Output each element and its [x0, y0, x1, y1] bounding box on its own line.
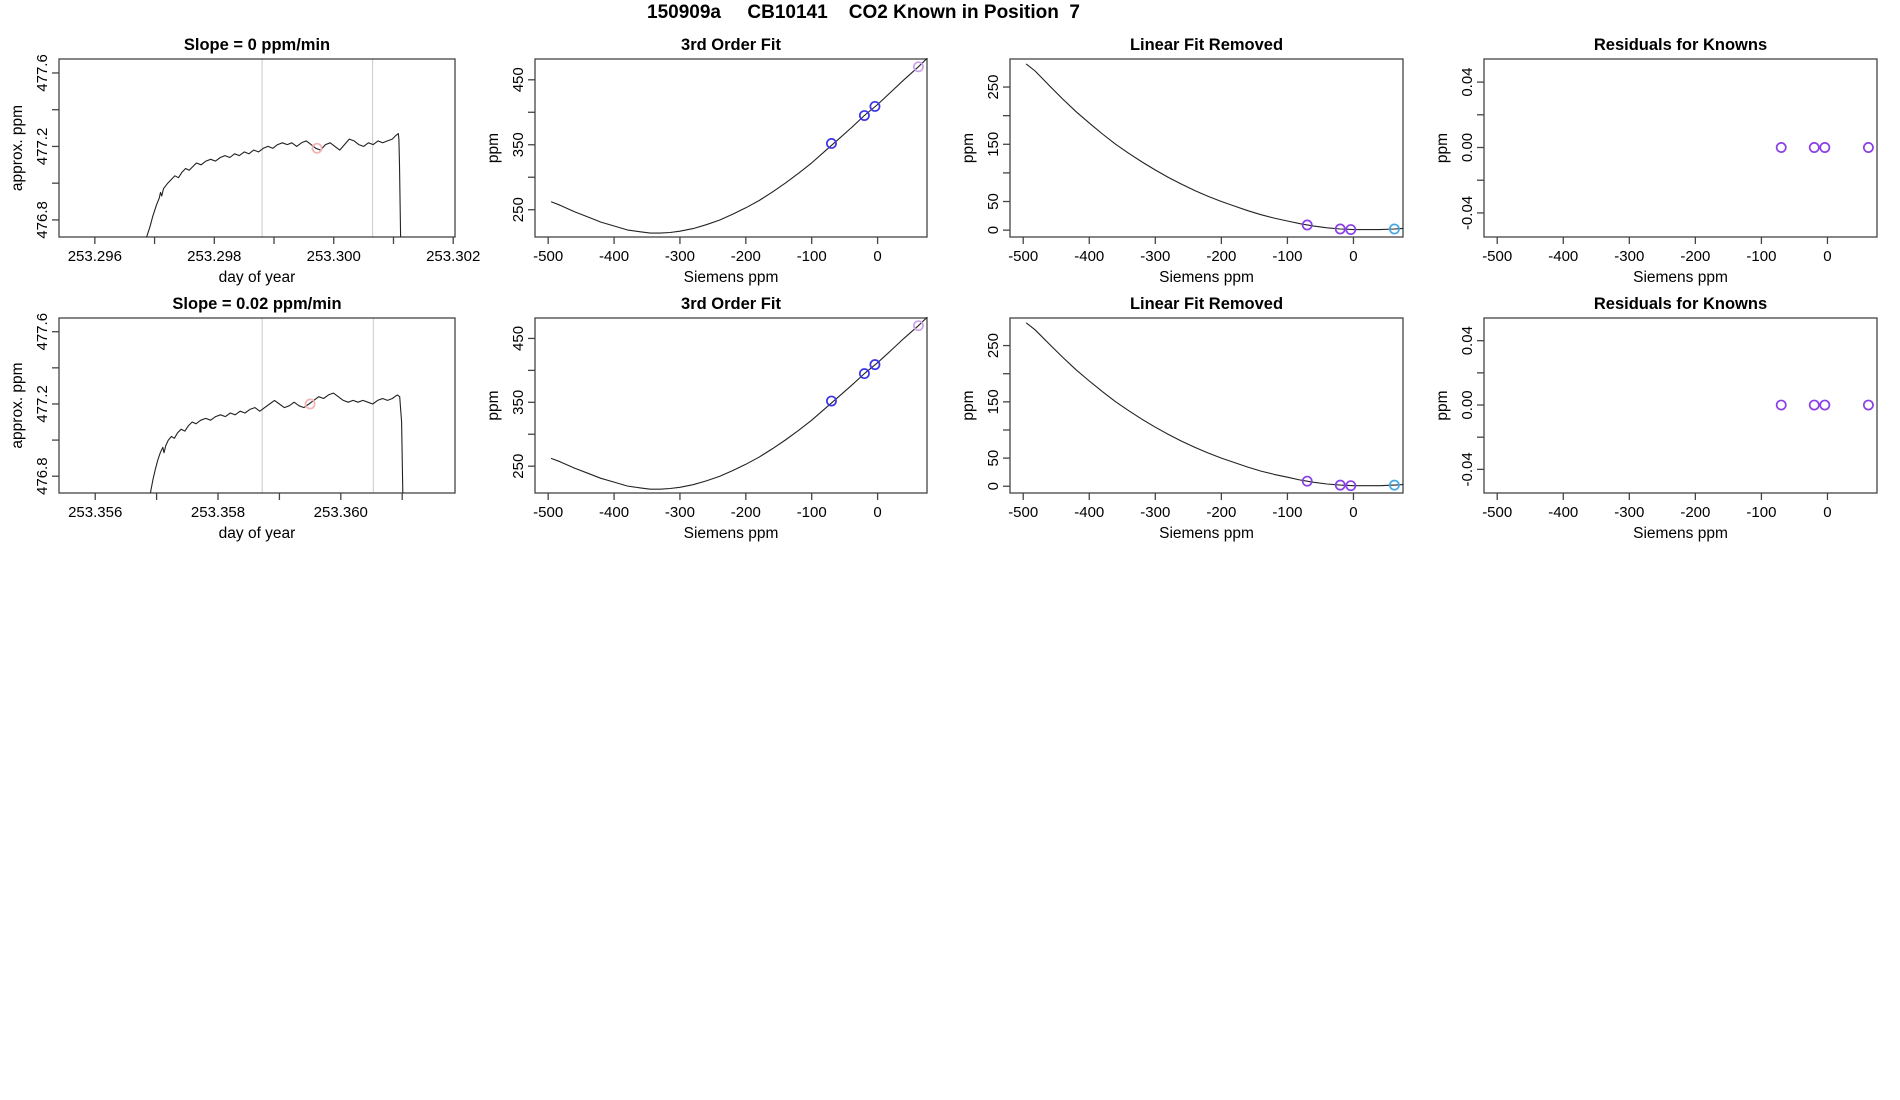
panel-title: Residuals for Knowns: [1593, 295, 1768, 313]
y-tick-label: 250: [985, 333, 1002, 359]
y-tick-label: 250: [510, 453, 527, 479]
y-tick-label: 50: [985, 193, 1002, 210]
y-tick-label: 477.6: [34, 312, 51, 351]
x-tick-label: 253.358: [190, 504, 246, 521]
known-point-marker: [1864, 143, 1873, 152]
figure-main-title: 150909a CB10141 CO2 Known in Position 7: [647, 2, 1080, 23]
panel-5-3rd-order-fit: [485, 295, 927, 542]
y-tick-label: 0: [985, 482, 1002, 491]
plot-box: [535, 318, 927, 493]
panel-title: 3rd Order Fit: [681, 36, 781, 54]
x-tick-label: -400: [1074, 504, 1105, 521]
x-tick-label: 0: [1823, 504, 1832, 521]
known-point-marker: [1810, 143, 1819, 152]
y-tick-label: 350: [510, 389, 527, 415]
y-axis-label: ppm: [960, 390, 977, 421]
panel-6-linear-fit-removed: [960, 295, 1403, 542]
y-tick-label: 50: [985, 449, 1002, 467]
panel-title: Residuals for Knowns: [1593, 36, 1768, 54]
y-tick-label: 0.04: [1459, 67, 1476, 97]
y-tick-label: 476.8: [34, 201, 51, 239]
x-tick-label: 253.298: [187, 248, 242, 265]
panel-1-3rd-order-fit: [485, 36, 927, 286]
x-axis-label: Siemens ppm: [1633, 269, 1728, 286]
plot-box: [59, 59, 455, 237]
data-curve: [552, 58, 928, 233]
x-tick-label: 0: [1823, 248, 1832, 265]
y-tick-label: 150: [985, 131, 1002, 157]
y-axis-label: ppm: [485, 132, 502, 164]
y-tick-label: 0.00: [1459, 390, 1476, 420]
y-tick-label: -0.04: [1459, 452, 1476, 487]
x-tick-label: -100: [1746, 248, 1777, 265]
y-tick-label: 450: [510, 325, 527, 351]
plot-box: [535, 59, 927, 237]
x-tick-label: -100: [796, 504, 827, 521]
y-tick-label: 350: [510, 132, 527, 158]
x-tick-label: -500: [533, 504, 564, 521]
known-point-marker: [1777, 400, 1786, 409]
data-curve: [552, 317, 928, 489]
y-tick-label: 0.04: [1459, 326, 1476, 356]
x-axis-label: Siemens ppm: [1159, 525, 1254, 542]
panel-title: Slope = 0 ppm/min: [183, 36, 331, 54]
x-axis-label: day of year: [218, 525, 296, 542]
x-tick-label: -100: [796, 248, 827, 265]
known-point-marker: [1777, 143, 1786, 152]
plot-box: [1010, 59, 1403, 237]
y-axis-label: ppm: [485, 390, 502, 421]
panel-3-residuals-for-knowns: [1434, 36, 1877, 286]
panel-title: Slope = 0.02 ppm/min: [172, 295, 342, 313]
x-tick-label: -300: [664, 248, 695, 265]
x-axis-label: Siemens ppm: [683, 269, 779, 286]
x-axis-label: day of year: [218, 269, 296, 286]
x-tick-label: 253.302: [426, 248, 481, 265]
x-tick-label: -300: [1140, 248, 1171, 265]
known-point-marker: [306, 399, 315, 408]
x-tick-label: 253.296: [67, 248, 122, 265]
y-tick-label: 477.2: [34, 385, 51, 423]
x-tick-label: -500: [1008, 248, 1039, 265]
x-tick-label: -200: [1680, 504, 1711, 521]
known-point-marker: [1810, 400, 1819, 409]
x-tick-label: 0: [873, 504, 882, 521]
plot-box: [59, 318, 455, 493]
y-tick-label: 250: [510, 197, 527, 223]
panel-4-slope-0-02-ppm-min: [9, 295, 455, 542]
data-curve: [1027, 323, 1404, 486]
x-tick-label: -200: [1206, 504, 1237, 521]
x-tick-label: -400: [599, 248, 630, 265]
known-point-marker: [827, 396, 836, 405]
x-tick-label: -100: [1272, 504, 1303, 521]
panel-7-residuals-for-knowns: [1434, 295, 1877, 542]
x-tick-label: -300: [1614, 504, 1645, 521]
x-tick-label: -300: [1140, 504, 1171, 521]
x-tick-label: 253.360: [313, 504, 368, 521]
y-tick-label: 150: [985, 389, 1002, 415]
x-tick-label: -200: [1206, 248, 1237, 265]
x-tick-label: -300: [1614, 248, 1645, 265]
y-tick-label: 477.2: [34, 127, 51, 166]
panel-0-slope-0-ppm-min: [9, 36, 480, 286]
x-axis-label: Siemens ppm: [683, 525, 779, 542]
x-tick-label: 0: [873, 248, 882, 265]
x-tick-label: -200: [730, 504, 761, 521]
x-tick-label: -200: [730, 248, 761, 265]
x-tick-label: -500: [533, 248, 564, 265]
known-point-marker: [1864, 400, 1873, 409]
panel-title: Linear Fit Removed: [1129, 295, 1284, 313]
y-tick-label: 476.8: [34, 457, 51, 495]
known-point-marker: [1820, 400, 1829, 409]
x-tick-label: -400: [599, 504, 630, 521]
y-axis-label: ppm: [1434, 390, 1451, 421]
x-tick-label: -100: [1746, 504, 1777, 521]
known-point-marker: [1820, 143, 1829, 152]
x-axis-label: Siemens ppm: [1633, 525, 1728, 542]
x-tick-label: -200: [1680, 248, 1711, 265]
y-axis-label: approx. ppm: [9, 362, 26, 449]
y-axis-label: ppm: [1434, 132, 1451, 164]
x-tick-label: -500: [1482, 504, 1513, 521]
x-tick-label: -400: [1548, 504, 1579, 521]
y-axis-label: ppm: [960, 132, 977, 164]
x-tick-label: 0: [1349, 248, 1358, 265]
x-tick-label: -500: [1482, 248, 1513, 265]
y-tick-label: 450: [510, 67, 527, 93]
data-curve: [147, 134, 401, 237]
data-curve: [151, 393, 403, 492]
panel-2-linear-fit-removed: [960, 36, 1403, 286]
x-tick-label: -400: [1548, 248, 1579, 265]
panel-title: Linear Fit Removed: [1129, 36, 1284, 54]
y-tick-label: -0.04: [1459, 195, 1476, 231]
x-axis-label: Siemens ppm: [1159, 269, 1254, 286]
known-point-marker: [827, 139, 836, 148]
y-axis-label: approx. ppm: [9, 104, 26, 192]
y-tick-label: 250: [985, 74, 1002, 100]
data-curve: [1027, 64, 1404, 229]
panel-title: 3rd Order Fit: [681, 295, 781, 313]
y-tick-label: 0.00: [1459, 132, 1476, 163]
x-tick-label: 0: [1349, 504, 1358, 521]
x-tick-label: -100: [1272, 248, 1303, 265]
x-tick-label: -300: [664, 504, 695, 521]
y-tick-label: 0: [985, 225, 1002, 235]
plot-box: [1010, 318, 1403, 493]
x-tick-label: -400: [1074, 248, 1105, 265]
x-tick-label: 253.300: [306, 248, 361, 265]
x-tick-label: -500: [1008, 504, 1039, 521]
x-tick-label: 253.356: [68, 504, 123, 521]
y-tick-label: 477.6: [34, 54, 51, 92]
